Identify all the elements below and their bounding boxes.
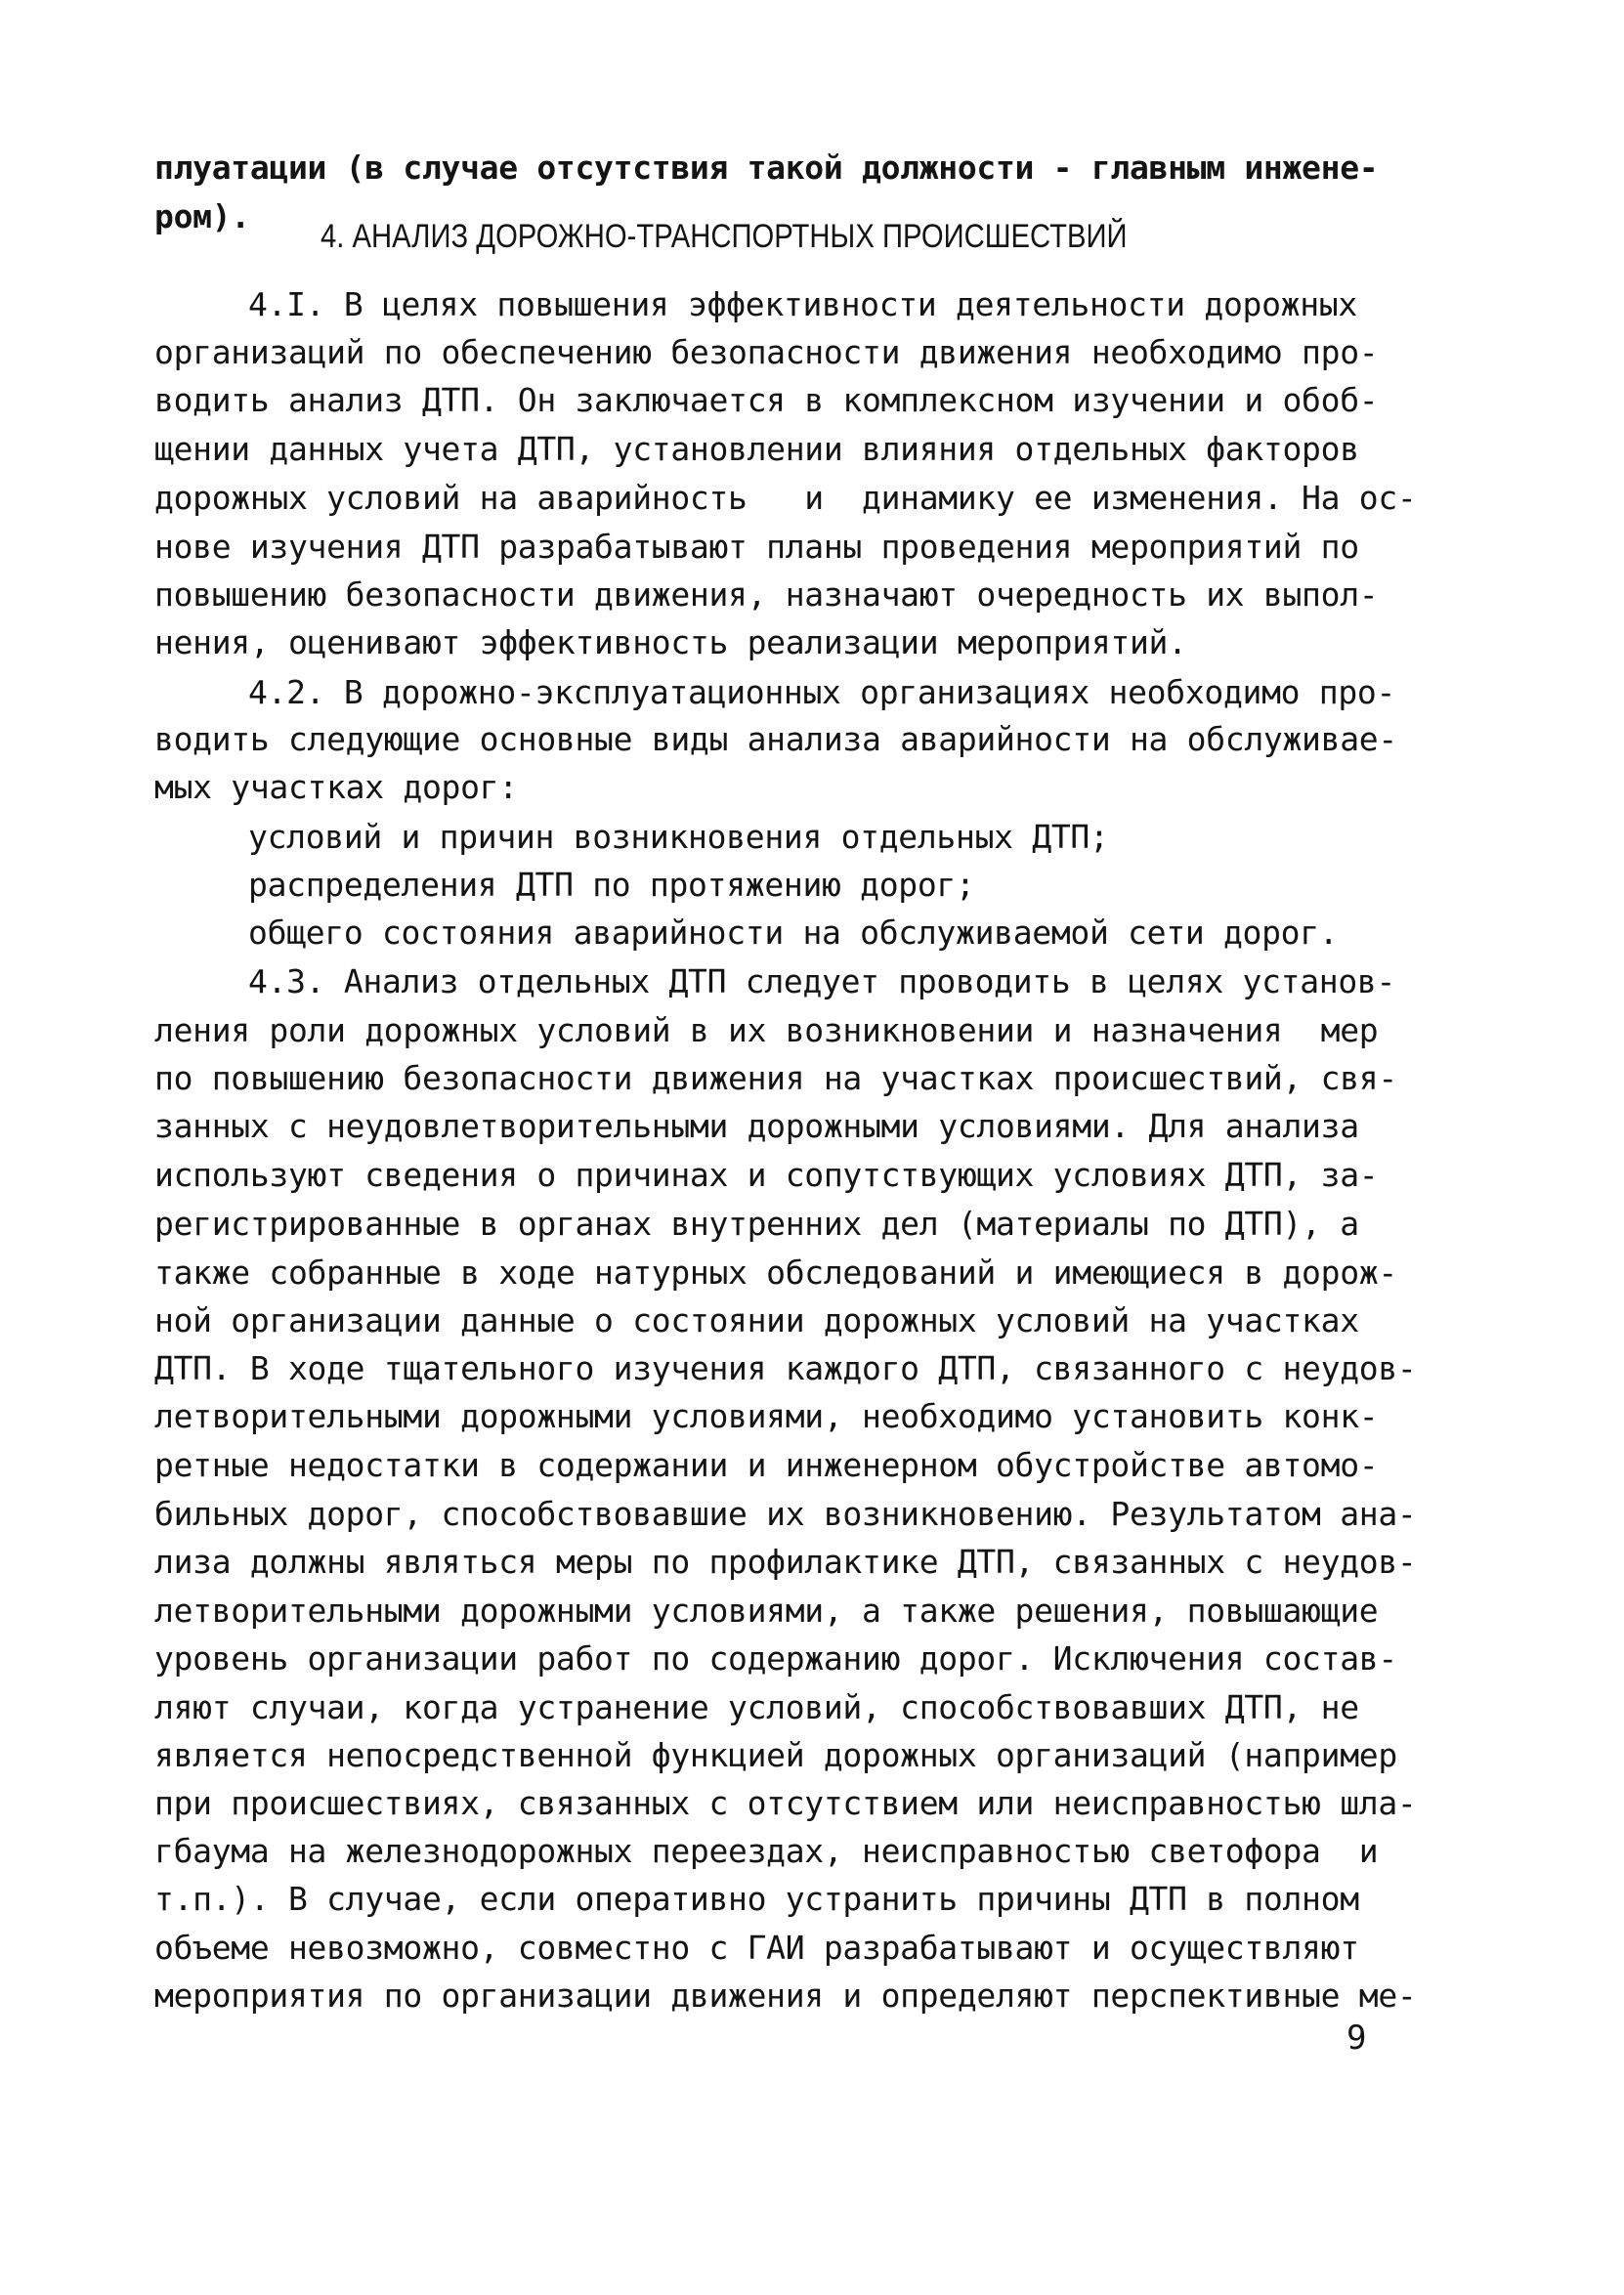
- paragraph-4-3-line: ления роли дорожных условий в их возникновении и назначения мер: [154, 1011, 1379, 1049]
- paragraph-4-1-line: нове изучения ДТП разрабатывают планы проведения мероприятий по: [154, 528, 1359, 566]
- paragraph-4-1-line: нения, оценивают эффективность реализации мероприятий.: [154, 623, 1187, 661]
- list-item: условий и причин возникновения отдельных ДТП;: [248, 818, 1109, 856]
- carryover-line-2: ром).: [154, 197, 250, 235]
- paragraph-4-2-line: водить следующие основные виды анализа аварийности на обслуживае-: [154, 720, 1397, 758]
- paragraph-4-3-line: т.п.). В случае, если оперативно устранить причины ДТП в полном: [154, 1880, 1359, 1918]
- paragraph-4-3-line: ретные недостатки в содержании и инженерном обустройстве автомо-: [154, 1446, 1379, 1484]
- paragraph-4-3-line: летворительными дорожными условиями, а также решения, повышающие: [154, 1592, 1379, 1630]
- paragraph-4-3-line: при происшествиях, связанных с отсутствием или неисправностью шла-: [154, 1784, 1417, 1822]
- paragraph-4-3-line: является непосредственной функцией дорожных организаций (например: [154, 1736, 1397, 1774]
- paragraph-4-3-line: объеме невозможно, совместно с ГАИ разрабатывают и осуществляют: [154, 1929, 1359, 1967]
- paragraph-4-3-line: гбаума на железнодорожных переездах, неисправностью светофора и: [154, 1832, 1379, 1870]
- paragraph-4-3-line: также собранные в ходе натурных обследований и имеющиеся в дорож-: [154, 1254, 1397, 1292]
- list-item: общего состояния аварийности на обслуживаемой сети дорог.: [248, 914, 1339, 952]
- paragraph-4-3-line: уровень организации работ по содержанию дорог. Исключения состав-: [154, 1639, 1397, 1678]
- paragraph-4-1-line: дорожных условий на аварийность и динамику ее изменения. На ос-: [154, 479, 1417, 517]
- section-heading: 4. АНАЛИЗ ДОРОЖНО-ТРАНСПОРТНЫХ ПРОИСШЕСТВИЙ: [321, 218, 1128, 255]
- paragraph-4-3-line: по повышению безопасности движения на участках происшествий, свя-: [154, 1059, 1397, 1097]
- paragraph-4-3-line: летворительными дорожными условиями, необходимо установить конк-: [154, 1397, 1379, 1435]
- paragraph-4-3-line: бильных дорог, способствовавшие их возникновению. Результатом ана-: [154, 1495, 1417, 1533]
- paragraph-4-3-line: используют сведения о причинах и сопутствующих условиях ДТП, за-: [154, 1156, 1379, 1194]
- page-number: 9: [1346, 2019, 1367, 2058]
- list-item: распределения ДТП по протяжению дорог;: [248, 866, 975, 904]
- paragraph-4-3-line: регистрированные в органах внутренних дел (материалы по ДТП), а: [154, 1205, 1359, 1243]
- carryover-line-1: плуатации (в случае отсутствия такой должности - главным инжене-: [154, 149, 1379, 187]
- paragraph-4-3-line: занных с неудовлетворительными дорожными условиями. Для анализа: [154, 1107, 1359, 1145]
- paragraph-4-3-line: ляют случаи, когда устранение условий, способствовавших ДТП, не: [154, 1688, 1359, 1726]
- paragraph-4-1-line: организаций по обеспечению безопасности движения необходимо про-: [154, 333, 1379, 371]
- paragraph-4-3-line: ной организации данные о состоянии дорожных условий на участках: [154, 1301, 1359, 1339]
- paragraph-4-1-line: щении данных учета ДТП, установлении влияния отдельных факторов: [154, 430, 1359, 468]
- paragraph-4-3-line: мероприятия по организации движения и определяют перспективные ме-: [154, 1976, 1417, 2015]
- paragraph-4-3-line: ДТП. В ходе тщательного изучения каждого ДТП, связанного с неудов-: [154, 1349, 1417, 1387]
- paragraph-4-2-line: 4.2. В дорожно-эксплуатационных организациях необходимо про-: [248, 673, 1396, 711]
- paragraph-4-3-line: лиза должны являться меры по профилактике ДТП, связанных с неудов-: [154, 1543, 1417, 1581]
- paragraph-4-1-line: водить анализ ДТП. Он заключается в комплексном изучении и обоб-: [154, 381, 1379, 419]
- paragraph-4-3-line: 4.3. Анализ отдельных ДТП следует проводить в целях установ-: [248, 962, 1396, 1000]
- paragraph-4-1-line: повышению безопасности движения, назначают очередность их выпол-: [154, 575, 1379, 614]
- paragraph-4-2-line: мых участках дорог:: [154, 768, 518, 806]
- paragraph-4-1-line: 4.I. В целях повышения эффективности деятельности дорожных: [248, 285, 1357, 323]
